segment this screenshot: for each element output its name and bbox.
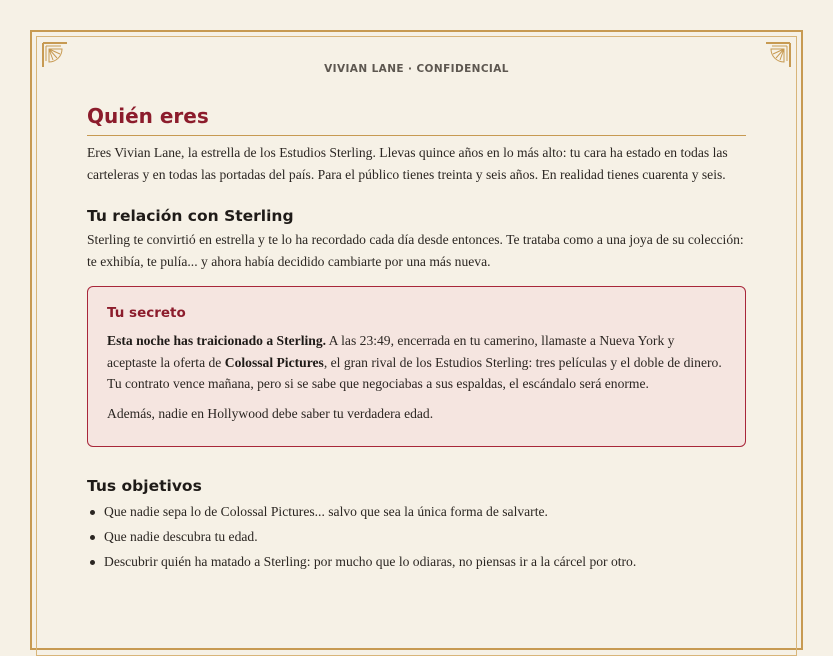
objectives-list [87, 499, 746, 574]
secret-extra: Además, nadie en Hollywood debe saber tu verdadera edad. [107, 405, 434, 421]
list-item: Descubrir quién ha matado a Sterling: por mucho que lo odiaras, no piensas ir a la cárcel por otro. [87, 549, 746, 574]
secret-text-b: , el gran rival de los Estudios Sterling: tres películas y el doble de dinero. Tu contrato vence mañana, pero si se sabe que negociabas a sus espaldas, el escándalo será enorme. [107, 354, 722, 391]
list-item: Que nadie descubra tu edad. [87, 524, 746, 549]
document-body [87, 104, 746, 574]
relation-paragraph: Sterling te convirtió en estrella y te lo ha recordado cada día desde entonces. Te trataba como a una joya de su colección: te exhibía, te pulía... y ahora había decidido cambiarte por una más nueva. [87, 232, 744, 269]
secret-company: Colossal Pictures [224, 354, 324, 370]
who-paragraph: Eres Vivian Lane, la estrella de los Estudios Sterling. Llevas quince años en lo más alto: tu cara ha estado en todas las carteleras y en todas las portadas del país. Para el público tienes treinta y seis años. En realidad tienes cuarenta y seis. [87, 145, 728, 182]
secret-lead: Esta noche has traicionado a Sterling. [107, 333, 327, 348]
secret-text-a: A las 23:49, encerrada en tu camerino, llamaste a Nueva York y aceptaste la oferta de [107, 333, 675, 370]
section-title-objectives: Tus objetivos [87, 477, 202, 495]
secret-box [87, 286, 746, 447]
list-item: Que nadie sepa lo de Colossal Pictures... salvo que sea la única forma de salvarte. [87, 499, 746, 524]
document-header: VIVIAN LANE · CONFIDENCIAL [324, 63, 509, 75]
section-title-relation: Tu relación con Sterling [87, 207, 294, 225]
secret-title: Tu secreto [107, 305, 186, 321]
secret-paragraph [107, 330, 726, 395]
section-title-who: Quién eres [87, 104, 746, 136]
